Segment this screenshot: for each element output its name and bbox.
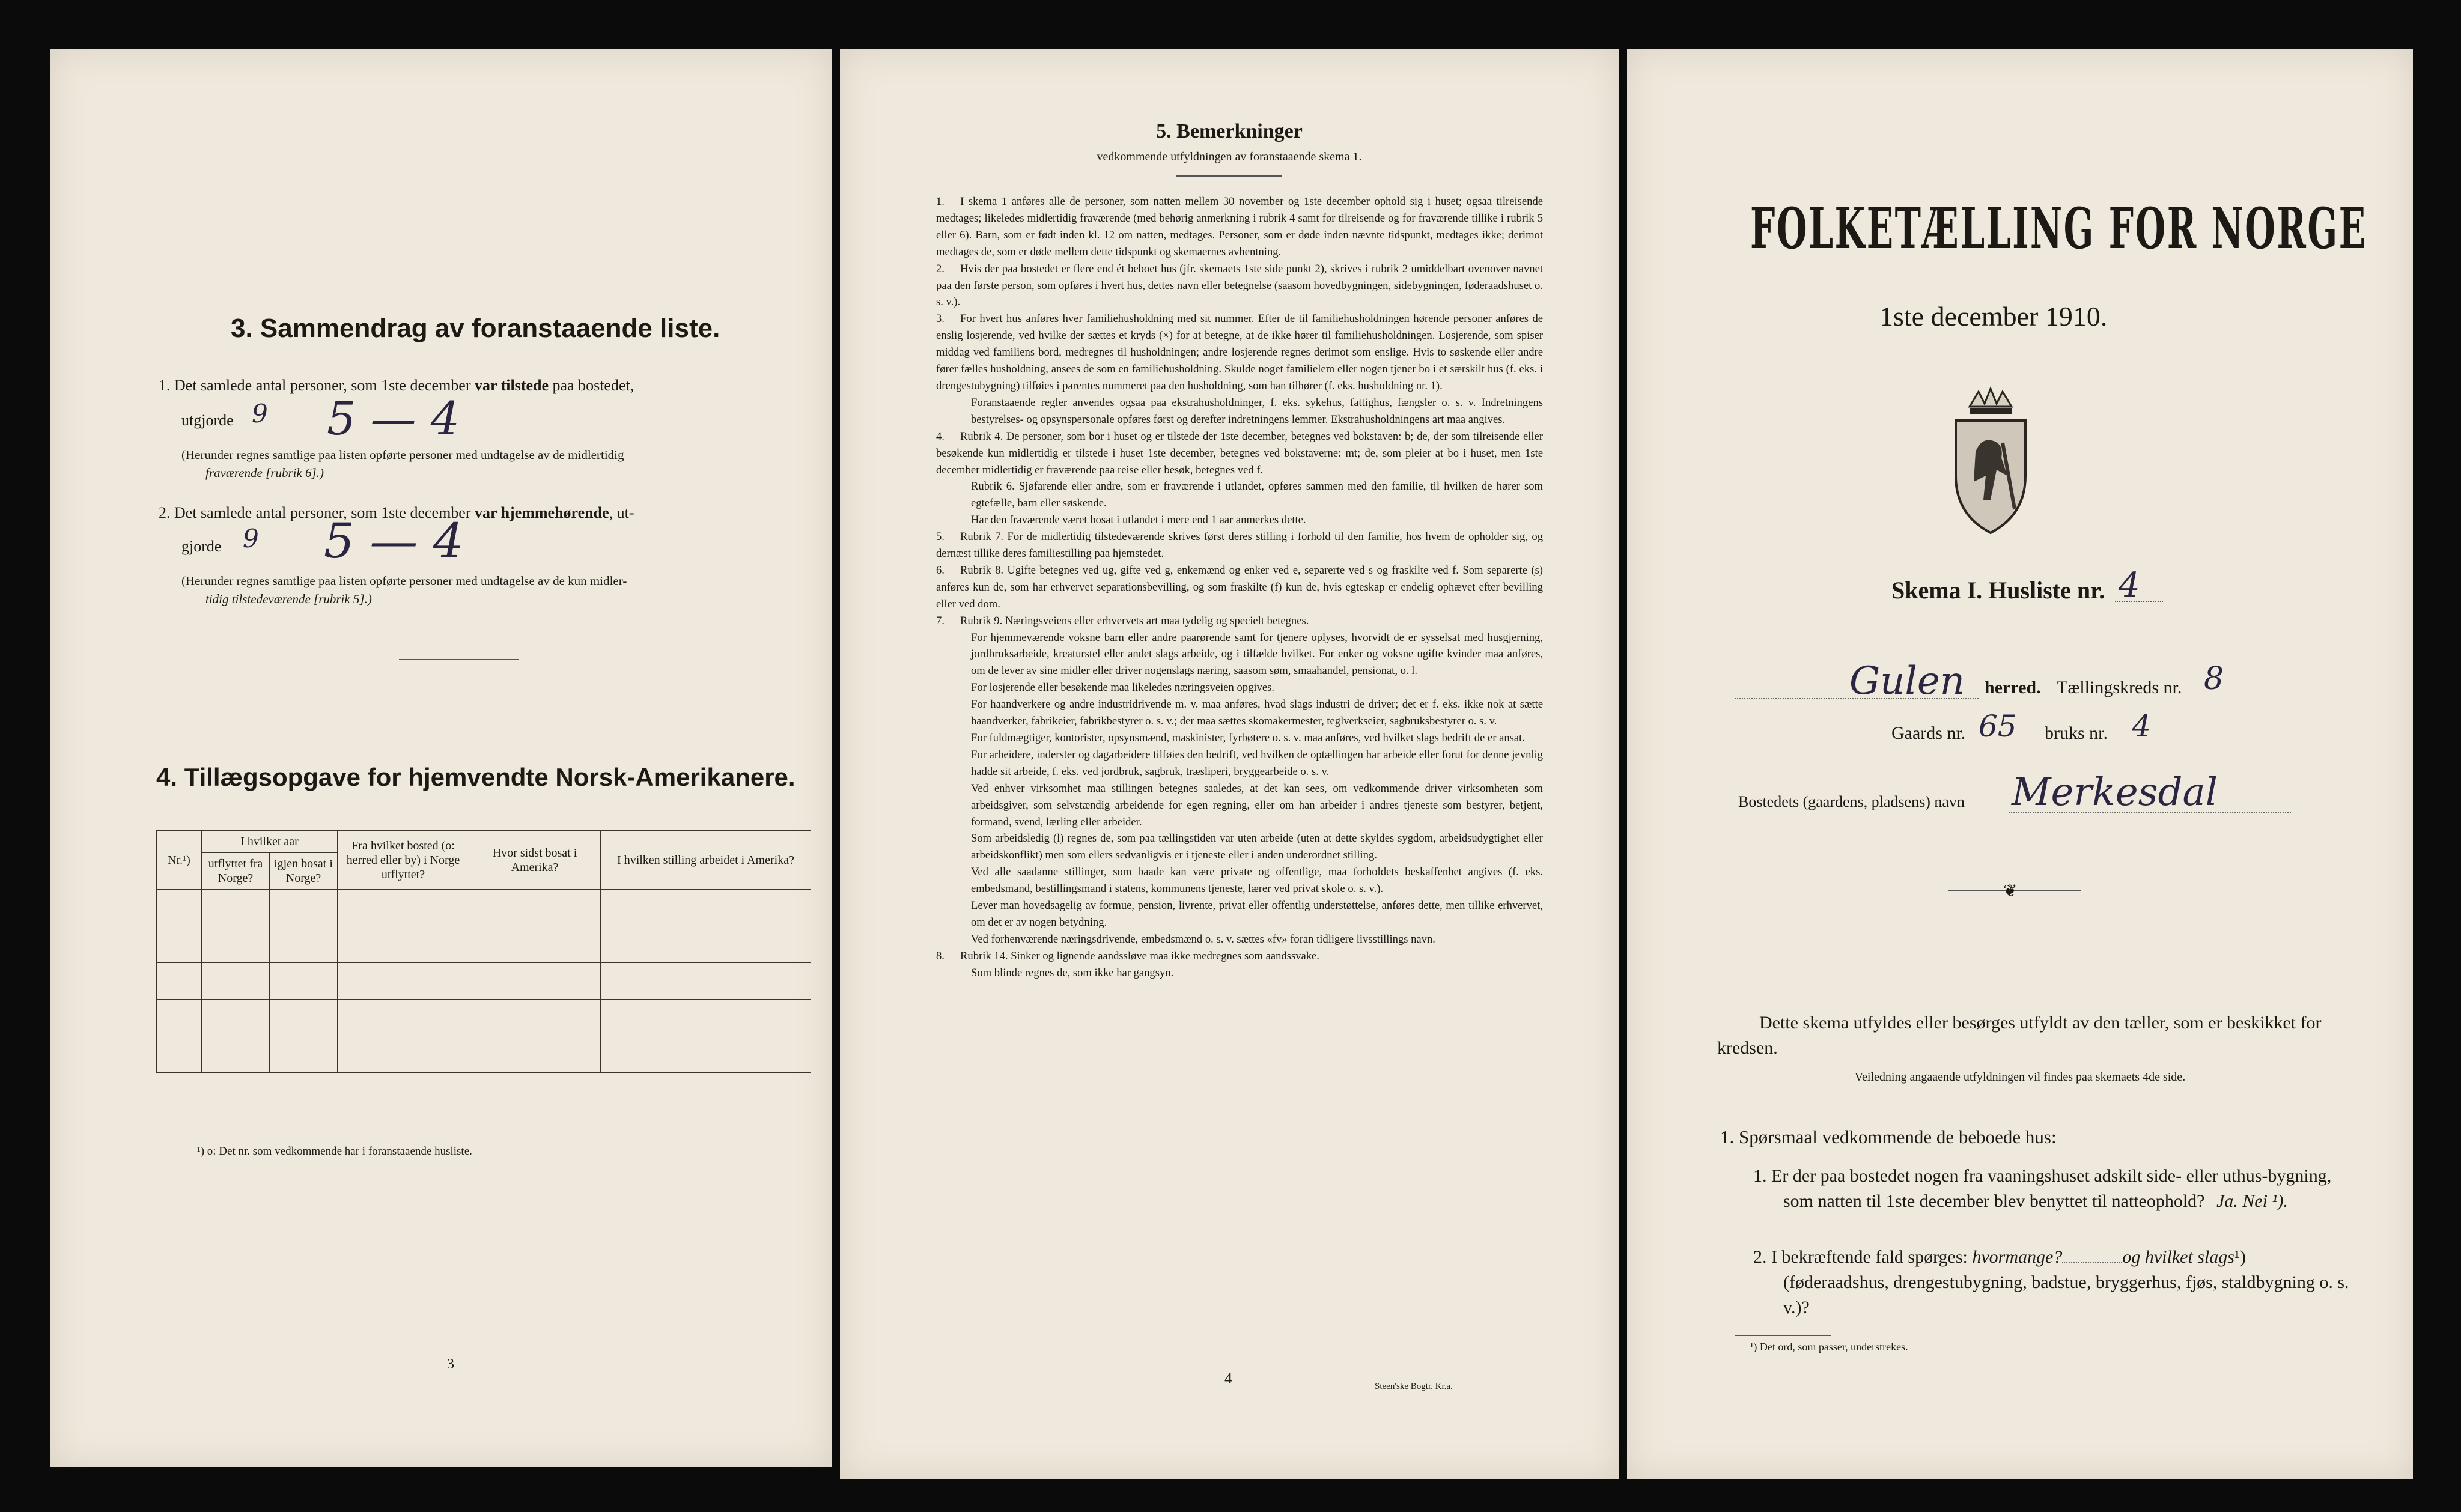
table-cell (157, 890, 202, 926)
remark-text: For haandverkere og andre industridrivende m. v. maa anføres, hvad slags industri de driver; det er f. eks. ikke nok at sætte haandverker, fabrikeier, fabrikbestyrer o. s. v.; der maa sættes skomakermester, teglverkseier, sagbruksbestyrer o. s. v. (971, 698, 1543, 728)
remark-item (936, 830, 1543, 864)
table-cell (601, 1036, 811, 1073)
hand-count-1-small: 9 (252, 399, 268, 428)
hand-gaards-nr: 65 (1979, 709, 2017, 744)
remark-item (936, 512, 1543, 529)
remark-text: Rubrik 7. For de midlertidig tilstedeværende skrives først deres stilling i forhold til den familie, hos hvem de opholder sig, og dernæst tillike deres familiestilling paa hjemstedet. (936, 530, 1543, 560)
col-nr: Nr.¹) (157, 831, 202, 890)
col-returned: igjen bosat i Norge? (270, 853, 338, 890)
remark-number: 3. (936, 312, 945, 326)
section-3-title: 3. Sammendrag av foranstaaende liste. (231, 314, 720, 343)
table-cell (157, 1036, 202, 1073)
col-from-place: Fra hvilket bosted (o: herred eller by) i Norge utflyttet? (338, 831, 469, 890)
table-cell (202, 963, 270, 1000)
hand-bosted-name: Merkesdal (2012, 770, 2218, 815)
remark-text: Rubrik 9. Næringsveiens eller erhvervets art maa tydelig og specielt betegnes. (960, 614, 1309, 627)
hand-husliste-nr: 4 (2119, 566, 2140, 605)
table-cell (202, 926, 270, 963)
remark-item (936, 261, 1543, 311)
summary-item-1: 1. Det samlede antal personer, som 1ste december var tilstede paa bostedet, (159, 377, 634, 394)
remark-item (936, 780, 1543, 831)
schema-label: Skema I. Husliste nr. (1891, 577, 2105, 604)
table-footnote: ¹) o: Det nr. som vedkommende har i foranstaaende husliste. (197, 1145, 472, 1158)
right-footnote: ¹) Det ord, som passer, understrekes. (1750, 1341, 1908, 1353)
remark-number: 2. (936, 262, 945, 275)
remark-item (936, 864, 1543, 897)
table-cell (202, 1036, 270, 1073)
remarks-list (936, 193, 1543, 982)
table-cell (469, 1000, 601, 1036)
remark-item (936, 428, 1543, 479)
page-number: 4 (1224, 1370, 1232, 1387)
norway-coat-of-arms-icon (1948, 386, 2033, 539)
remark-text: Som blinde regnes de, som ikke har gangsyn. (971, 966, 1174, 979)
remark-text: For fuldmægtiger, kontorister, opsynsmænd, maskinister, fyrbøtere o. s. v. maa anføres, ved hvilket slags bedrift de er ansat. (971, 732, 1525, 744)
table-cell (469, 890, 601, 926)
hand-bruks-nr: 4 (2132, 709, 2151, 744)
remark-item (936, 478, 1543, 512)
table-cell (157, 963, 202, 1000)
remark-text: Hvis der paa bostedet er flere end ét beboet hus (jfr. skemaets 1ste side punkt 2), skrives i rubrik 2 umiddelbart ovenover navnet paa den første person, som opføres i hvert hus, dettes navn eller betegnelse (saasom hovedbygningen, sidebygningen, føderaadshuset o. s. v.). (936, 262, 1543, 309)
summary-item-1-label: utgjorde (181, 411, 234, 429)
remark-text: For losjerende eller besøkende maa likeledes næringsveien opgives. (971, 681, 1274, 694)
main-title: FOLKETÆLLING FOR NORGE (1750, 196, 2367, 262)
gaards-label: Gaards nr. (1891, 723, 1966, 743)
section-4-title: 4. Tillægsopgave for hjemvendte Norsk-Amerikanere. (156, 763, 795, 791)
table-cell (601, 890, 811, 926)
col-which-year: I hvilket aar (202, 831, 338, 853)
table-cell (601, 1000, 811, 1036)
table-cell (270, 1036, 338, 1073)
remark-text: Lever man hovedsagelig av formue, pension, livrente, privat eller offentlig understøttelse, anføres dette, men tillike erhvervet, om det er av nogen betydning. (971, 899, 1543, 929)
remark-item (936, 948, 1543, 965)
table-cell (157, 926, 202, 963)
table-cell (270, 1000, 338, 1036)
table-row (157, 926, 811, 963)
census-page-3 (50, 49, 832, 1467)
remark-item (936, 529, 1543, 562)
table-cell (601, 963, 811, 1000)
table-cell (338, 1036, 469, 1073)
remark-text: Rubrik 8. Ugifte betegnes ved ug, gifte ved g, enkemænd og enker ved e, separerte ved s og fraskilte ved f. Som separerte (s) anføres kun de, som har erhvervet separationsbevilling, og som fraskilte (f) kun de, hvis egteskap er endelig ophævet efter bevilling eller ved dom. (936, 563, 1543, 610)
hand-count-2-small: 9 (243, 524, 259, 553)
instruction-small: Veiledning angaaende utfyldningen vil findes paa skemaets 4de side. (1854, 1070, 2186, 1084)
hand-count-1: 5 — 4 (327, 392, 460, 445)
table-cell (469, 1036, 601, 1073)
question-2: 2. I bekræftende fald spørges: hvormange? og hvilket slags¹) (føderaadshus, drengestubygning, badstue, bryggerhus, fjøs, staldbygning o. s. v.)? (1753, 1247, 2349, 1317)
table-row (157, 1000, 811, 1036)
remark-item (936, 696, 1543, 730)
table-cell (338, 890, 469, 926)
summary-item-2-label: gjorde (181, 538, 222, 555)
herred-label: herred. (1985, 678, 2041, 697)
remark-item (936, 193, 1543, 261)
table-cell (270, 963, 338, 1000)
remark-item (936, 311, 1543, 395)
remarks-title: 5. Bemerkninger (1156, 120, 1303, 142)
remark-number: 6. (936, 563, 945, 577)
table-row (157, 1036, 811, 1073)
summary-item-1-note: (Herunder regnes samtlige paa listen opførte personer med undtagelse av de midlertidig fraværende [rubrik 6].) (181, 448, 624, 480)
census-cover-page (1627, 49, 2413, 1479)
remark-text: For hjemmeværende voksne barn eller andre paarørende samt for tjenere oplyses, hvorvidt de er sysselsat med husgjerning, jordbruksarbeide, kreaturstel eller andet slags arbeide, og i tilfælde hvilket. For enker og voksne ugifte kvinder maa anføres, om de lever av sine midler eller driver nogenslags næring, saasom søm, smaahandel, pensionat, o. l. (971, 631, 1543, 678)
ornament-icon: ❦ (2003, 882, 2018, 900)
remark-item (936, 613, 1543, 630)
table-cell (157, 1000, 202, 1036)
table-cell (469, 963, 601, 1000)
table-cell (338, 1000, 469, 1036)
remark-item (936, 679, 1543, 696)
divider (1176, 175, 1282, 177)
remark-item (936, 747, 1543, 780)
table-cell (338, 963, 469, 1000)
remark-text: Ved forhenværende næringsdrivende, embedsmænd o. s. v. sættes «fv» foran tidligere livsstillings navn. (971, 932, 1435, 946)
kreds-label: Tællingskreds nr. (2057, 678, 2182, 697)
page-number: 3 (447, 1356, 454, 1372)
hand-herred: Gulen (1849, 659, 1965, 703)
remark-text: Ved alle saadanne stillinger, som baade kan være private og offentlige, maa forholdets beskaffenhet angives (f. eks. embedsmand, bestillingsmand i statens, kommunens tjeneste, lærer ved privat skole o. s. v.). (971, 866, 1543, 896)
remark-number: 5. (936, 530, 945, 544)
remark-item (936, 562, 1543, 613)
table-cell (270, 926, 338, 963)
remark-text: Har den fraværende været bosat i utlandet i mere end 1 aar anmerkes dette. (971, 514, 1306, 527)
remark-item (936, 730, 1543, 747)
remark-number: 8. (936, 949, 945, 962)
remark-number: 7. (936, 614, 945, 627)
printer-mark: Steen'ske Bogtr. Kr.a. (1375, 1382, 1453, 1391)
summary-item-2: 2. Det samlede antal personer, som 1ste december var hjemmehørende, ut- (159, 504, 634, 521)
hand-count-2: 5 — 4 (324, 513, 464, 569)
remark-text: For arbeidere, inderster og dagarbeidere tilføies den bedrift, ved hvilken de optællingen har arbeide eller forut for denne jevnlig hadde sit arbeide, f. eks. ved jordbruk, sagbruk, træsliperi, bryggearbeide o. s. v. (971, 748, 1543, 778)
remark-text: Rubrik 14. Sinker og lignende aandssløve maa ikke medregnes som aandssvake. (960, 949, 1319, 962)
remark-text: Ved enhver virksomhet maa stillingen betegnes saaledes, at det kan sees, om vedkommende driver virksomheten som arbeidsgiver, som selvstændig arbeidende for egen regning, eller om han arbeider i andres tjeneste som bestyrer, betjent, formand, svend, lærling eller arbeider. (971, 782, 1543, 828)
remark-item (936, 630, 1543, 680)
table-cell (469, 926, 601, 963)
remark-item (936, 897, 1543, 931)
norsk-amerikanere-table (156, 830, 811, 1073)
remark-text: Rubrik 6. Sjøfarende eller andre, som er fraværende i utlandet, opføres sammen med den familie, til hvilken de hører som egtefælle, barn eller søskende. (971, 480, 1543, 510)
remark-item (936, 965, 1543, 982)
remark-text: Rubrik 4. De personer, som bor i huset og er tilstede der 1ste december, betegnes ved bokstaven: b; de, der som tilreisende eller besøkende kun midlertidig er tilstede i huset 1ste december, betegnes ved bokstaverne: mt; de, som pleier at bo i huset, men 1ste december midlertidig er fraværende paa reise eller besøk, betegnes ved f. (936, 430, 1543, 476)
question-1-answer: Ja. Nei ¹). (2216, 1191, 2288, 1211)
table-cell (270, 890, 338, 926)
col-emigrated: utflyttet fra Norge? (202, 853, 270, 890)
remark-text: Som arbeidsledig (l) regnes de, som paa tællingstiden var uten arbeide (uten at dette skyldes sygdom, arbeidsudygtighet eller arbeidskonflikt) men som ellers sedvanligvis er i tjeneste eller i anden underordnet stilling. (971, 832, 1543, 862)
col-last-residence: Hvor sidst bosat i Amerika? (469, 831, 601, 890)
question-section-title: 1. Spørsmaal vedkommende de beboede hus: (1720, 1126, 2057, 1147)
question-1: 1. Er der paa bostedet nogen fra vaaningshuset adskilt side- eller uthus-bygning, som natten til 1ste december blev benyttet til natteophold? Ja. Nei ¹). (1753, 1166, 2332, 1211)
instruction-text: Dette skema utfyldes eller besørges utfyldt av den tæller, som er beskikket for kredsen. (1717, 1013, 2322, 1058)
remark-text: For hvert hus anføres hver familiehusholdning med sit nummer. Efter de til familiehusholdningen hørende personer anføres de enslig losjerende, ved hvilke der sættes et kryds (×) for at betegne, at de ikke hører til familiehusholdningen. Losjerende, som spiser middag ved familiens bord, medregnes til husholdningen; andre losjerende regnes derimot som enslige. Hvis to søskende eller andre fører fælles husholdning, ansees de som en familiehusholdning. Skulde noget familielem eller nogen tjener bo i et særskilt hus (f. eks. i drengestubygning) tilføies i parentes nummeret paa den husholdning, som han tilhører (f. eks. husholdning nr. 1). (936, 312, 1543, 392)
remarks-subtitle: vedkommende utfyldningen av foranstaaende skema 1. (1097, 150, 1362, 163)
remark-item (936, 931, 1543, 948)
summary-item-2-note: (Herunder regnes samtlige paa listen opførte personer med undtagelse av de kun midler- tidig tilstedeværende [rubrik 5].) (181, 574, 627, 606)
table-cell (202, 1000, 270, 1036)
hand-kreds-nr: 8 (2204, 661, 2224, 697)
remark-number: 4. (936, 430, 945, 443)
census-page-4 (840, 49, 1619, 1479)
table-cell (601, 926, 811, 963)
table-row (157, 963, 811, 1000)
col-position: I hvilken stilling arbeidet i Amerika? (601, 831, 811, 890)
table-cell (202, 890, 270, 926)
census-date: 1ste december 1910. (1879, 301, 2108, 332)
divider (399, 659, 519, 660)
remark-text: Foranstaaende regler anvendes ogsaa paa ekstrahusholdninger, f. eks. sykehus, fattighus, fængsler o. s. v. Indretningens bestyrelses- og opsynspersonale opføres først og derefter indretningens lemmer. Ekstrahusholdningens art maa angives. (971, 396, 1543, 426)
table-row (157, 890, 811, 926)
bruks-label: bruks nr. (2045, 723, 2108, 743)
table-cell (338, 926, 469, 963)
remark-text: I skema 1 anføres alle de personer, som natten mellem 30 november og 1ste december ophold sig i huset; ogsaa tilreisende medtages; likeledes midlertidig fraværende (med behørig anmerkning i rubrik 4 samt for tilreisende og for fraværende tillike i rubrik 5 eller 6). Barn, som er født inden kl. 12 om natten, medtages. Personer, som er døde inden nævnte tidspunkt, medtages ikke; derimot medtages de, som er døde mellem dette tidspunkt og skemaernes avhentning. (936, 195, 1543, 258)
remark-item (936, 395, 1543, 428)
bosted-label: Bostedets (gaardens, pladsens) navn (1738, 793, 1965, 810)
remark-number: 1. (936, 195, 945, 208)
